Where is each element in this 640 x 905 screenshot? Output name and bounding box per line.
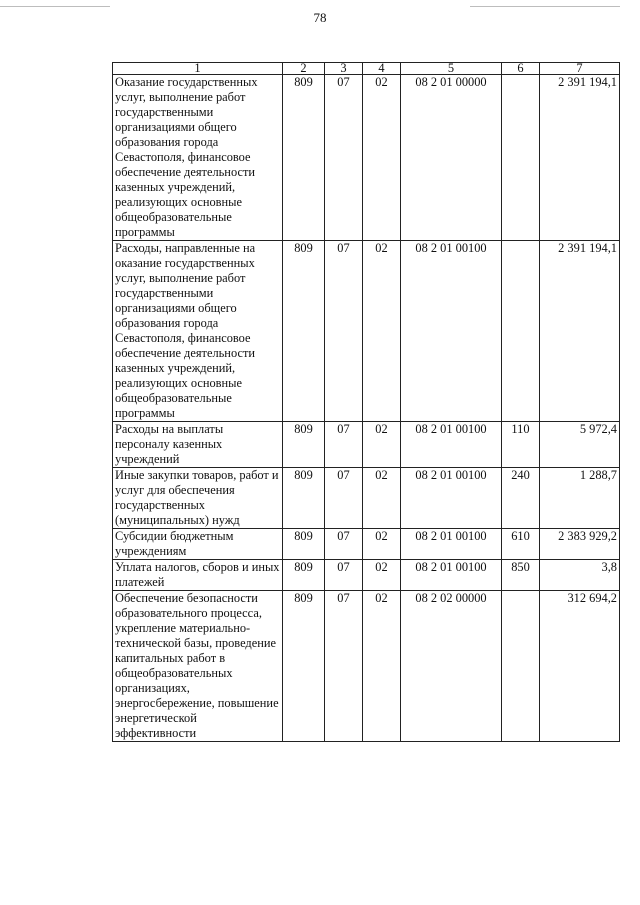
ministry-code: 809: [283, 75, 325, 241]
subsection-code: 02: [363, 560, 401, 591]
ministry-code: 809: [283, 241, 325, 422]
scan-artifact: [0, 6, 110, 7]
table-row: [113, 422, 620, 468]
subsection-code: 02: [363, 241, 401, 422]
row-description: Уплата налогов, сборов и иных платежей: [113, 560, 283, 591]
expense-type-code: [502, 591, 540, 742]
subsection-code: 02: [363, 529, 401, 560]
amount: 3,8: [540, 560, 620, 591]
amount: 2 383 929,2: [540, 529, 620, 560]
column-header: 3: [325, 63, 363, 75]
target-article-code: 08 2 01 00000: [401, 75, 502, 241]
row-description: Иные закупки товаров, работ и услуг для обеспечения государственных (муниципальных) нужд: [113, 468, 283, 529]
row-description: Расходы, направленные на оказание государственных услуг, выполнение работ государственными организациями общего образования города Севастополя, финансовое обеспечение деятельности казенных учреждений, реализующих основные общеобразовательные программы: [113, 241, 283, 422]
section-code: 07: [325, 529, 363, 560]
target-article-code: 08 2 01 00100: [401, 468, 502, 529]
budget-table: [112, 62, 620, 742]
column-header: 1: [113, 63, 283, 75]
ministry-code: 809: [283, 591, 325, 742]
section-code: 07: [325, 422, 363, 468]
expense-type-code: [502, 241, 540, 422]
row-description: Оказание государственных услуг, выполнение работ государственными организациями общего образования города Севастополя, финансовое обеспечение деятельности казенных учреждений, реализующих основные общеобразовательные программы: [113, 75, 283, 241]
amount: 5 972,4: [540, 422, 620, 468]
section-code: 07: [325, 468, 363, 529]
section-code: 07: [325, 591, 363, 742]
ministry-code: 809: [283, 529, 325, 560]
subsection-code: 02: [363, 422, 401, 468]
table-row: [113, 75, 620, 241]
section-code: 07: [325, 241, 363, 422]
target-article-code: 08 2 01 00100: [401, 529, 502, 560]
target-article-code: 08 2 02 00000: [401, 591, 502, 742]
expense-type-code: 110: [502, 422, 540, 468]
amount: 1 288,7: [540, 468, 620, 529]
section-code: 07: [325, 560, 363, 591]
expense-type-code: 610: [502, 529, 540, 560]
subsection-code: 02: [363, 468, 401, 529]
row-description: Расходы на выплаты персоналу казенных учреждений: [113, 422, 283, 468]
amount: 312 694,2: [540, 591, 620, 742]
expense-type-code: 850: [502, 560, 540, 591]
header-row: [113, 63, 620, 75]
column-header: 6: [502, 63, 540, 75]
column-header: 4: [363, 63, 401, 75]
table-row: [113, 591, 620, 742]
amount: 2 391 194,1: [540, 75, 620, 241]
scan-artifact: [470, 6, 620, 7]
expense-type-code: 240: [502, 468, 540, 529]
row-description: Обеспечение безопасности образовательного процесса, укрепление материально-технической базы, проведение капитальных работ в общеобразовательных организациях, энергосбережение, повышение энергетической эффективности: [113, 591, 283, 742]
row-description: Субсидии бюджетным учреждениям: [113, 529, 283, 560]
column-header: 7: [540, 63, 620, 75]
table-row: [113, 241, 620, 422]
ministry-code: 809: [283, 560, 325, 591]
amount: 2 391 194,1: [540, 241, 620, 422]
column-header: 5: [401, 63, 502, 75]
ministry-code: 809: [283, 422, 325, 468]
column-header: 2: [283, 63, 325, 75]
table-row: [113, 560, 620, 591]
subsection-code: 02: [363, 591, 401, 742]
subsection-code: 02: [363, 75, 401, 241]
page-number: 78: [313, 10, 327, 25]
table-row: [113, 529, 620, 560]
target-article-code: 08 2 01 00100: [401, 560, 502, 591]
target-article-code: 08 2 01 00100: [401, 241, 502, 422]
ministry-code: 809: [283, 468, 325, 529]
target-article-code: 08 2 01 00100: [401, 422, 502, 468]
table-row: [113, 468, 620, 529]
section-code: 07: [325, 75, 363, 241]
expense-type-code: [502, 75, 540, 241]
